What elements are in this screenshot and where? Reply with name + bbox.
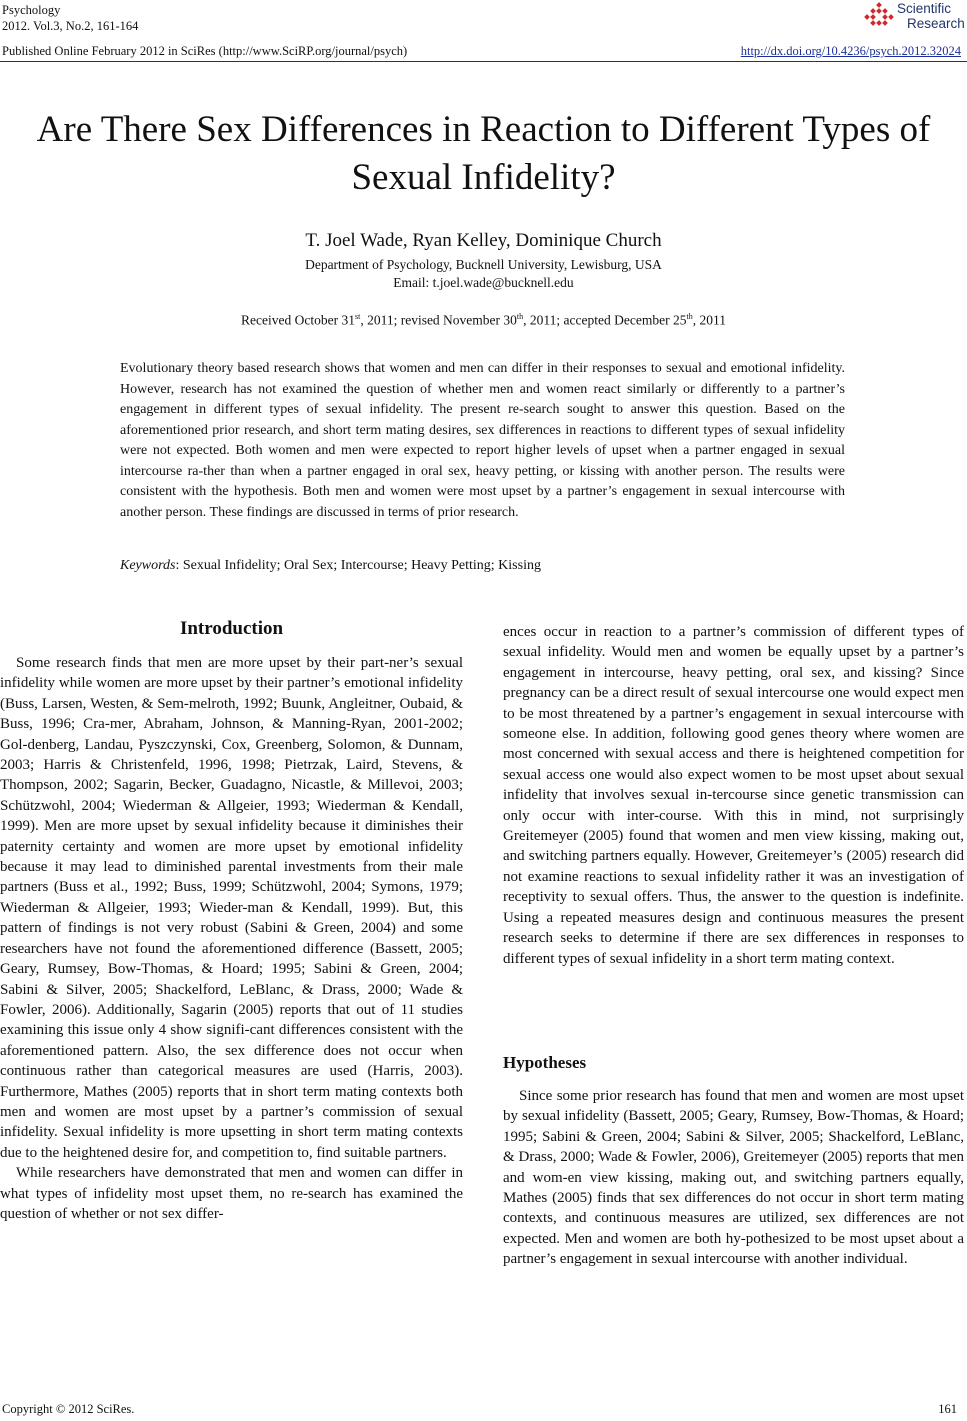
- page-number: 161: [938, 1402, 957, 1416]
- logo-text: Scientific Research: [897, 1, 965, 31]
- email: Email: t.joel.wade@bucknell.edu: [393, 275, 574, 290]
- right-column: [503, 622, 964, 969]
- authors: T. Joel Wade, Ryan Kelley, Dominique Church: [305, 230, 662, 251]
- doi-link[interactable]: http://dx.doi.org/10.4236/psych.2012.32024: [740, 44, 961, 58]
- intro-paragraph-continued: ences occur in reaction to a partner’s commission of different types of sexual infidelity. Would men and women be equally upset by a partner’s engagement in intercourse, heavy petting, oral sex, and kissing? Since pregnancy can be a direct result of sexual intercourse one would expect men to be most threatened by a partner’s engagement in sexual intercourse with someone else. In addition, following good genes theory where women are most concerned with sexual access and there is heightened competition for sexual access one would also expect women to be most upset about sexual infidelity that involves sexual in-tercourse since genetic transmission can only occur with inter-course. With this in mind, not surprisingly Greitemeyer (2005) found that women and men view kissing, making out, and switching partners equally. However, Greitemeyer’s (2005) research did not examine reactions to sexual infidelity rather it was an investigation of receptivity to sexual offers. Thus, the answer to the question is indefinite. Using a repeated measures design and continuous measures the present research seeks to determine if there are sex differences in responses to different types of sexual infidelity in a short term mating context.: [503, 624, 964, 967]
- introduction-heading: Introduction: [179, 618, 284, 639]
- keywords-list: : Sexual Infidelity; Oral Sex; Intercourse; Heavy Petting; Kissing: [175, 558, 541, 573]
- journal-name: Psychology: [2, 3, 61, 17]
- hypotheses-heading: Hypotheses: [503, 1053, 587, 1072]
- keywords: [120, 558, 541, 574]
- affiliation: Department of Psychology, Bucknell University, Lewisburg, USA: [305, 257, 662, 272]
- intro-paragraph-1: Some research finds that men are more upset by their part-ner’s sexual infidelity while women are more upset by their partner’s emotional infidelity (Buss, Larsen, Westen, & Sem-melroth, 1992; Buunk, Angleitner, Oubaid, & Buss, 1996; Cra-mer, Abraham, Johnson, & Manning-Ryan, 2001-2002; Gol-denberg, Landau, Pyszczynski, Cox, Greenberg, Solomon, & Dunnam, 2003; Harris & Christenfeld, 1996, 1998; Pietrzak, Laird, Stevens, & Thompson, 2002; Sagarin, Becker, Guadagno, Nicastle, & Millevoi, 2003; Schützwohl, 2004; Wiederman & Allgeier, 1993; Wiederman & Kendall, 1999). Men are more upset by sexual infidelity because it diminishes their paternity certainty and women are more upset by emotional infidelity because it may lead to diminished parental investments from their male partners (Buss et al., 1992; Buss, 1999; Schützwohl, 2004; Symons, 1979; Wiederman & Allgeier, 1993; Wieder-man & Kendall, 1999). But, this pattern of findings is not very robust (Sabini & Green, 2004) and some researchers have not found the aforementioned difference (Bassett, 2005; Geary, Rumsey, Bow-Thomas, & Hoard; 1995; Sabini & Green, 2004; Sabini & Silver, 2005; Shackelford, LeBlanc, & Drass, 2000; Wade & Fowler, 2006). Additionally, Sagarin (2005) reports that out of 11 studies examining this issue only 4 show signifi-cant differences consistent with the aforementioned pattern. Also, the sex difference does not occur when continuous rather than categorical measures are used (Harris, 2003). Furthermore, Mathes (2005) reports that in short term mating contexts both men and women are most upset by a partner’s commission of sexual infidelity. Sexual infidelity is more upsetting in short term mating contexts due to the heightened desire for, and competition to, find suitable partners.: [0, 655, 463, 1161]
- left-column: [0, 653, 463, 1224]
- logo-diamond-icon: [863, 2, 895, 28]
- header-rule: [0, 61, 967, 62]
- journal-header: [2, 3, 138, 34]
- publisher-logo: [863, 0, 963, 38]
- copyright: Copyright © 2012 SciRes.: [2, 1402, 135, 1416]
- intro-paragraph-2: While researchers have demonstrated that men and women can differ in what types of infidelity most upset them, no re-search has examined the question of whether or not sex differ-: [0, 1165, 463, 1222]
- published-online: Published Online February 2012 in SciRes (http://www.SciRP.org/journal/psych): [2, 44, 408, 58]
- keywords-label: Keywords: [120, 558, 176, 573]
- received-dates: Received October 31st, 2011; revised November 30th, 2011; accepted December 25th, 2011: [241, 312, 726, 328]
- hypotheses-paragraph: Since some prior research has found that men and women are most upset by sexual infidelity (Bassett, 2005; Geary, Rumsey, Bow-Thomas, & Hoard; 1995; Sabini & Green, 2004; Sabini & Silver, 2005; Shackelford, LeBlanc, & Drass, 2000; Wade & Fowler, 2006), Greitemeyer (2005) reports that men and wom-en view kissing, making out, and switching partners equally, Mathes (2005) finds that sex differences do not occur in short term mating contexts, and continuous measures are utilized, sex differences are not expected. Men and women are both hy-pothesized to be most upset about a partner’s engagement in sexual intercourse with another individual.: [503, 1088, 964, 1268]
- journal-volume: 2012. Vol.3, No.2, 161-164: [2, 18, 139, 33]
- paper-title: Are There Sex Differences in Reaction to Different Types of Sexual Infidelity?: [36, 109, 931, 198]
- abstract: Evolutionary theory based research shows that women and men can differ in their responses to sexual and emotional infidelity. However, research has not examined the question of whether men and women react similarly or differently to a partner’s engagement in different types of sexual infidelity. The present re-search sought to answer this question. Based on the aforementioned prior research, and short term mating desires, sex differences in reactions to different types of sexual infidelity were not expected. Both women and men were expected to report higher levels of upset when a partner engaged in sexual intercourse ra-ther than when a partner engaged in oral sex, heavy petting, or kissing with another person. The results were consistent with the hypothesis. Both men and women were most upset by a partner’s engagement in sexual intercourse with another person. These findings are discussed in terms of prior research.: [120, 361, 845, 520]
- hypotheses-section: [503, 1086, 964, 1270]
